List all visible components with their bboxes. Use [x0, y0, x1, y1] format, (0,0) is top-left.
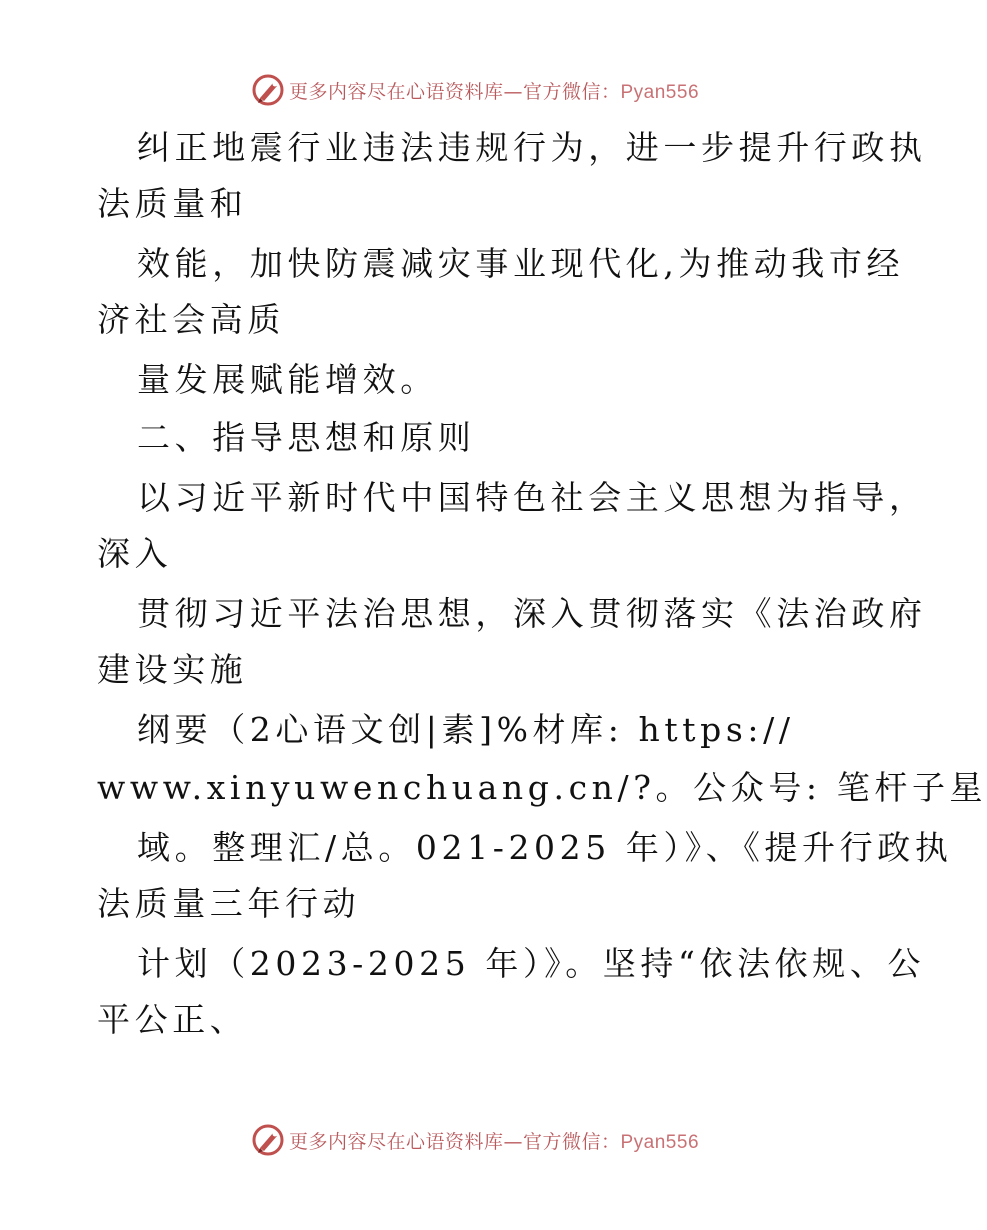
text-line: 量发展赋能增效。 [137, 360, 438, 399]
pen-logo-icon [251, 1123, 285, 1157]
text-line: 平公正、 [97, 1000, 248, 1039]
footer-watermark [0, 1123, 950, 1157]
text-line: 域。整理汇/总。021-2025 年）》、《提升行政执 [137, 828, 953, 867]
text-line: 法质量三年行动 [97, 884, 361, 923]
text-line: 济社会高质 [97, 300, 285, 339]
section-heading: 二、指导思想和原则 [137, 418, 476, 457]
text-line: 以习近平新时代中国特色社会主义思想为指导， [137, 478, 927, 517]
text-line: 纠正地震行业违法违规行为，进一步提升行政执 [137, 128, 927, 167]
watermark-text: 更多内容尽在心语资料库—官方微信：Pyan556 [288, 80, 700, 103]
text-line: 建设实施 [97, 650, 248, 689]
text-line: 深入 [97, 534, 173, 573]
text-line: 贯彻习近平法治思想，深入贯彻落实《法治政府 [137, 594, 927, 633]
watermark-text: 更多内容尽在心语资料库—官方微信：Pyan556 [288, 1130, 700, 1153]
text-line: 纲要（2心语文创|素]%材库: https:// [137, 710, 795, 749]
url-line: www.xinyuwenchuang.cn/?。公众号: 笔杆子星 [97, 768, 987, 807]
text-line: 法质量和 [97, 184, 248, 223]
text-line: 计划（2023-2025 年）》。坚持“依法依规、公 [137, 944, 926, 983]
text-line: 效能，加快防震减灾事业现代化,为推动我市经 [137, 244, 905, 283]
